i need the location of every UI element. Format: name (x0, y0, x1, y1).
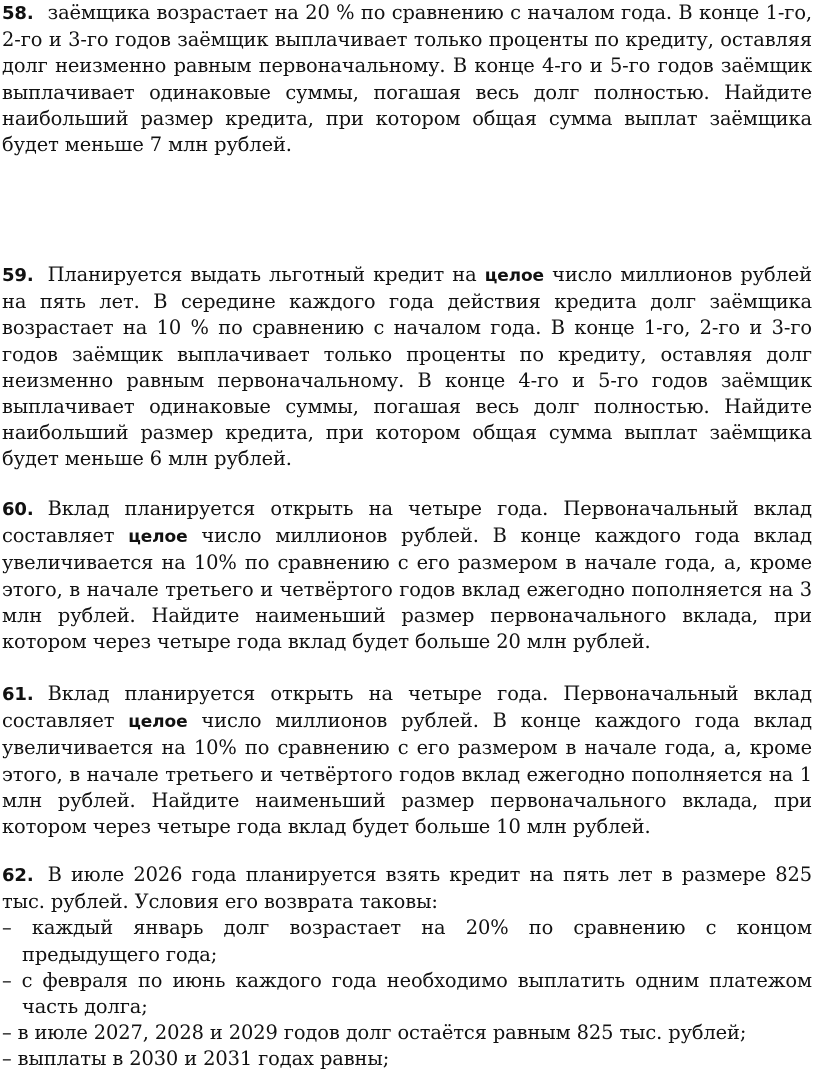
problem-text-end: число миллионов рублей. В конце каждого года вклад увеличивается на 10% по сравнению с его размером в начале года, а, кроме этого, в начале третьего и четвёртого годов вклад ежегодно пополняется на 3 млн рублей. Найдите наименьший размер первоначального вклада, при котором через четыре года вклад будет больше 20 млн рублей. (2, 524, 812, 654)
problem-number: 59. (2, 265, 34, 286)
problem-text: заёмщика возрастает на 20 % по сравнению с началом года. В конце 1-го, 2-го и 3-го годов заёмщик выплачивает только проценты по кредиту, оставляя долг неизменно равным первоначальному. В конце 4-го и 5-го годов заёмщик выплачивает одинаковые суммы, погашая весь долг полностью. Найдите наибольший размер кредита, при котором общая сумма выплат заёмщика будет меньше 7 млн рублей. (2, 1, 812, 157)
problem-text-start: Вклад планируется открыть на четыре года. Первоначальный вклад составляет (2, 497, 812, 548)
problem-text-end: число миллионов рублей на пять лет. В середине каждого года действия кредита долг заёмщика возрастает на 10 % по сравнению с началом года. В конце 1-го, 2-го и 3-го годов заёмщик выплачивает только проценты по кредиту, оставляя долг неизменно равным первоначальному. В конце 4-го и 5-го годов заёмщик выплачивает одинаковые суммы, погашая весь долг полностью. Найдите наибольший размер кредита, при котором общая сумма выплат заёмщика будет меньше 6 млн рублей. (2, 263, 812, 471)
problem-text-end: число миллионов рублей. В конце каждого года вклад увеличивается на 10% по сравнению с его размером в начале года, а, кроме этого, в начале третьего и четвёртого годов вклад ежегодно пополняется на 1 млн рублей. Найдите наименьший размер первоначального вклада, при котором через четыре года вклад будет больше 10 млн рублей. (2, 709, 812, 839)
problem-61 (2, 681, 812, 840)
condition-item: – каждый январь долг возрастает на 20% по сравнению с концом предыдущего года; (2, 916, 812, 966)
problem-number: 62. (2, 865, 34, 886)
condition-item: – с февраля по июнь каждого года необходимо выплатить одним платежом часть долга; (2, 968, 812, 1019)
problem-text-start: Планируется выдать льготный кредит на (47, 263, 477, 286)
problem-60 (2, 496, 812, 655)
keyword-emphasis: целое (128, 712, 188, 733)
problem-number: 58. (2, 3, 34, 24)
problem-59 (2, 262, 812, 473)
problem-text-start: Вклад планируется открыть на четыре года. Первоначальный вклад составляет (2, 682, 812, 733)
condition-item: – в июле 2027, 2028 и 2029 годов долг остаётся равным 825 тыс. рублей; (2, 1021, 747, 1045)
problem-58 (2, 0, 812, 158)
problem-number: 61. (2, 684, 34, 705)
condition-item: – выплаты в 2030 и 2031 годах равны; (2, 1047, 390, 1071)
problem-number: 60. (2, 499, 34, 520)
keyword-emphasis: целое (484, 266, 544, 286)
problem-text: В июле 2026 года планируется взять кредит на пять лет в размере 825 тыс. рублей. Условия его возврата таковы: (2, 863, 812, 914)
keyword-emphasis: целое (128, 527, 188, 548)
problem-62 (2, 862, 812, 1073)
